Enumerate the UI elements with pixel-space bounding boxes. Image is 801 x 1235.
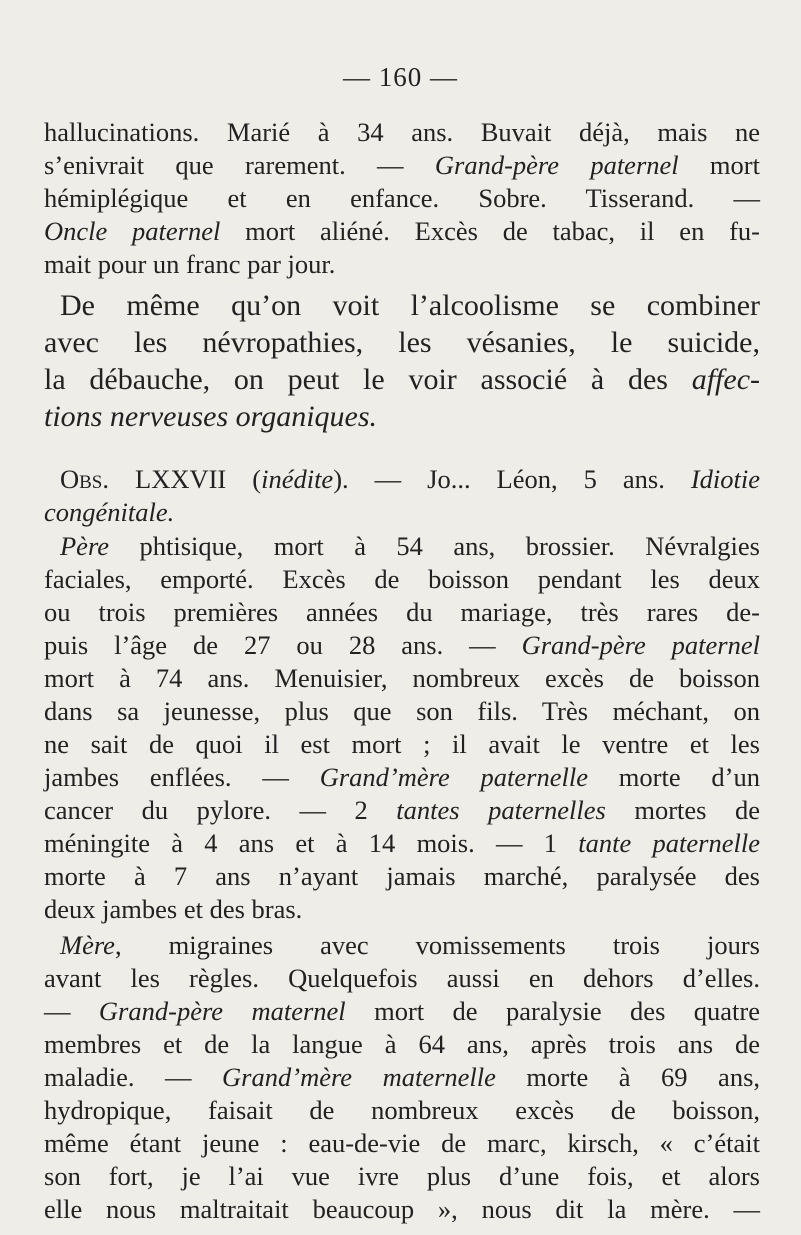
text-run: jambes enflées. — (44, 762, 320, 792)
text-line (44, 563, 760, 596)
text-run: cancer du pylore. — 2 (44, 795, 397, 825)
paragraph-4-father-history (44, 530, 760, 926)
italic-run: affec- (691, 363, 760, 396)
text-line (44, 860, 760, 893)
text-line (44, 496, 760, 529)
text-run: phtisique, mort à 54 ans, brossier. Névralgies (109, 531, 760, 561)
text-line (44, 629, 760, 662)
italic-run: congénitale. (44, 497, 175, 527)
text-line (44, 182, 760, 215)
text-line (44, 1061, 760, 1094)
text-line (44, 398, 760, 435)
text-run: LXXVII ( (109, 464, 262, 494)
text-run: avec les névropathies, les vésanies, le suicide, (44, 326, 760, 359)
text-run: membres et de la langue à 64 ans, après trois ans de (44, 1029, 760, 1059)
italic-run: tantes paternelles (396, 795, 606, 825)
text-run: deux jambes et des bras. (44, 894, 303, 924)
text-run: morte à 7 ans n’ayant jamais marché, paralysée des (44, 861, 760, 891)
text-run: faciales, emporté. Excès de boisson pendant les deux (44, 564, 760, 594)
text-run: mortes de (605, 795, 760, 825)
text-line (44, 361, 760, 398)
text-line (44, 530, 760, 563)
text-run: son fort, je l’ai vue ivre plus d’une fois, et alors (44, 1161, 760, 1191)
text-run: — (44, 996, 99, 1026)
text-run: hydropique, faisait de nombreux excès de boisson, (44, 1095, 760, 1125)
italic-run: Grand-père paternel (434, 150, 679, 180)
text-run: puis l’âge de 27 ou 28 ans. — (44, 630, 522, 660)
text-run: ). — Jo... Léon, 5 ans. (333, 464, 691, 494)
text-line (44, 728, 760, 761)
italic-run: Grand-père maternel (98, 996, 346, 1026)
paragraph-2 (44, 287, 760, 435)
text-run: mort de paralysie des quatre (345, 996, 761, 1026)
paragraph-3-obs-heading (44, 463, 760, 529)
italic-run: Grand-père paternel (521, 630, 760, 660)
text-line (44, 1094, 760, 1127)
page-number: — 160 — (343, 62, 458, 92)
text-run: hémiplégique et en enfance. Sobre. Tisserand. — (44, 183, 760, 213)
text-run: mait pour un franc par jour. (44, 249, 336, 279)
text-run: hallucinations. Marié à 34 ans. Buvait déjà, mais ne (44, 117, 760, 147)
text-line (44, 596, 760, 629)
italic-run: Père (60, 531, 110, 561)
text-run: avant les règles. Quelquefois aussi en dehors d’elles. (44, 963, 760, 993)
text-run: maladie. — (44, 1062, 223, 1092)
text-run: s’enivrait que rarement. — (44, 150, 435, 180)
text-run: elle nous maltraitait beaucoup », nous dit la mère. — (44, 1194, 760, 1224)
text-run: la débauche, on peut le voir associé à des (44, 363, 692, 396)
text-line (44, 215, 760, 248)
text-line (44, 1028, 760, 1061)
italic-run: Oncle paternel (44, 216, 221, 246)
italic-run: tante paternelle (578, 828, 760, 858)
text-line (44, 962, 760, 995)
text-run: même étant jeune : eau-de-vie de marc, kirsch, « c’était (44, 1128, 760, 1158)
text-run: De même qu’on voit l’alcoolisme se combiner (60, 289, 760, 322)
text-line (44, 324, 760, 361)
text-line (44, 248, 760, 281)
text-line (44, 287, 760, 324)
text-line (44, 827, 760, 860)
text-run: mort à 74 ans. Menuisier, nombreux excès de boisson (44, 663, 760, 693)
text-line (44, 662, 760, 695)
italic-run: Mère (60, 930, 115, 960)
text-run: mort aliéné. Excès de tabac, il en fu- (220, 216, 760, 246)
text-run: , migraines avec vomissements trois jours (114, 930, 760, 960)
italic-run: inédite (261, 464, 334, 494)
text-run: ou trois premières années du mariage, très rares de- (44, 597, 760, 627)
text-run: mort (678, 150, 760, 180)
text-line (44, 463, 760, 496)
italic-run: Idiotie (690, 464, 760, 494)
text-line (44, 995, 760, 1028)
text-line (44, 1193, 760, 1226)
small-caps-run: Obs. (60, 464, 110, 494)
text-run: morte à 69 ans, (495, 1062, 761, 1092)
paragraph-5-mother-history (44, 929, 760, 1226)
italic-run: tions nerveuses organiques. (44, 400, 378, 433)
text-line (44, 893, 760, 926)
italic-run: Grand’mère maternelle (222, 1062, 496, 1092)
text-run: méningite à 4 ans et à 14 mois. — 1 (44, 828, 579, 858)
text-line (44, 695, 760, 728)
text-line (44, 929, 760, 962)
text-run: dans sa jeunesse, plus que son fils. Très méchant, on (44, 696, 760, 726)
text-line (44, 1160, 760, 1193)
text-line (44, 1127, 760, 1160)
italic-run: Grand’mère paternelle (319, 762, 588, 792)
text-line (44, 761, 760, 794)
text-line (44, 149, 760, 182)
paragraph-1 (44, 116, 760, 281)
text-run: ne sait de quoi il est mort ; il avait le ventre et les (44, 729, 760, 759)
text-run: morte d’un (587, 762, 760, 792)
text-line (44, 794, 760, 827)
text-line (44, 116, 760, 149)
